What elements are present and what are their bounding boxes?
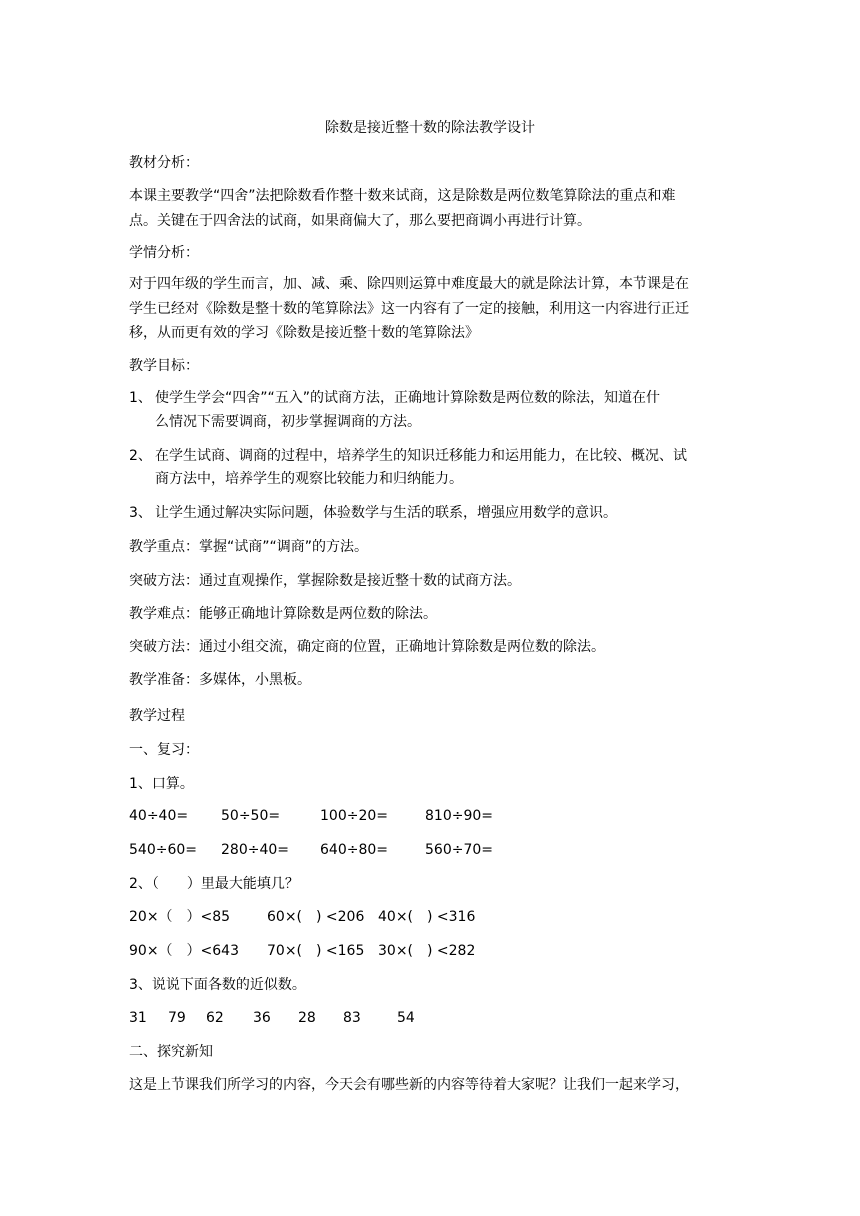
approx-question-heading: 3、说说下面各数的近似数。 <box>129 977 306 993</box>
breakthrough-method-1: 突破方法：通过直观操作，掌握除数是接近整十数的试商方法。 <box>129 573 521 589</box>
teaching-difficulty: 教学难点：能够正确地计算除数是两位数的除法。 <box>129 606 437 622</box>
page-title: 除数是接近整十数的除法教学设计 <box>325 120 535 136</box>
approx-number: 28 <box>298 1010 316 1026</box>
paragraph-line: 这是上节课我们所学习的内容，今天会有哪些新的内容等待着大家呢？让我们一起来学习， <box>129 1077 689 1093</box>
fill-item: 30×( ) <282 <box>378 943 476 959</box>
calc-item: 540÷60= <box>129 842 197 858</box>
approx-number: 54 <box>397 1010 415 1026</box>
goal-line: 在学生试商、调商的过程中，培养学生的知识迁移能力和运用能力，在比较、概况、试 <box>155 448 687 464</box>
approx-number: 83 <box>343 1010 361 1026</box>
calc-item: 640÷80= <box>320 842 388 858</box>
goal-line: 使学生学会“四舍”“五入”的试商方法，正确地计算除数是两位数的除法，知道在什 <box>155 390 661 406</box>
teaching-preparation: 教学准备：多媒体，小黑板。 <box>129 672 311 688</box>
heading-explore: 二、探究新知 <box>129 1044 213 1060</box>
heading-review: 一、复习： <box>129 742 199 758</box>
oral-calc-heading: 1、口算。 <box>129 776 194 792</box>
calc-item: 50÷50= <box>221 808 281 824</box>
calc-item: 40÷40= <box>129 808 189 824</box>
goal-number: 3、 <box>129 505 152 521</box>
fill-item: 40×( ) <316 <box>378 909 476 925</box>
fill-item: 90×（ ）<643 <box>129 943 239 959</box>
approx-number: 31 <box>129 1010 147 1026</box>
approx-number: 62 <box>206 1010 224 1026</box>
fill-item: 70×( ) <165 <box>267 943 365 959</box>
paragraph-line: 本课主要教学“四舍”法把除数看作整十数来试商，这是除数是两位数笔算除法的重点和难 <box>129 188 676 204</box>
paragraph-line: 对于四年级的学生而言，加、减、乘、除四则运算中难度最大的就是除法计算，本节课是在 <box>129 276 689 292</box>
calc-item: 100÷20= <box>320 808 388 824</box>
paragraph-line: 学生已经对《除数是整十数的笔算除法》这一内容有了一定的接触，利用这一内容进行正迁 <box>129 301 689 317</box>
heading-xueqing: 学情分析： <box>129 245 199 261</box>
paragraph-line: 移，从而更有效的学习《除数是接近整十数的笔算除法》 <box>129 325 479 341</box>
heading-mubiao: 教学目标： <box>129 358 199 374</box>
approx-number: 79 <box>168 1010 186 1026</box>
calc-item: 560÷70= <box>425 842 493 858</box>
heading-process: 教学过程 <box>129 708 185 724</box>
breakthrough-method-2: 突破方法：通过小组交流，确定商的位置，正确地计算除数是两位数的除法。 <box>129 639 605 655</box>
fill-item: 60×( ) <206 <box>267 909 365 925</box>
fill-item: 20×（ ）<85 <box>129 909 231 925</box>
calc-item: 280÷40= <box>221 842 289 858</box>
teaching-key-point: 教学重点：掌握“试商”“调商”的方法。 <box>129 539 369 555</box>
calc-item: 810÷90= <box>425 808 493 824</box>
fill-question-heading: 2、（ ）里最大能填几？ <box>129 876 299 892</box>
goal-number: 2、 <box>129 448 152 464</box>
goal-line: 商方法中，培养学生的观察比较能力和归纳能力。 <box>155 471 463 487</box>
goal-line: 么情况下需要调商，初步掌握调商的方法。 <box>155 414 421 430</box>
heading-jiaocai: 教材分析： <box>129 155 199 171</box>
paragraph-line: 点。关键在于四舍法的试商，如果商偏大了，那么要把商调小再进行计算。 <box>129 213 591 229</box>
goal-line: 让学生通过解决实际问题，体验数学与生活的联系，增强应用数学的意识。 <box>155 505 617 521</box>
goal-number: 1、 <box>129 390 152 406</box>
approx-number: 36 <box>253 1010 271 1026</box>
